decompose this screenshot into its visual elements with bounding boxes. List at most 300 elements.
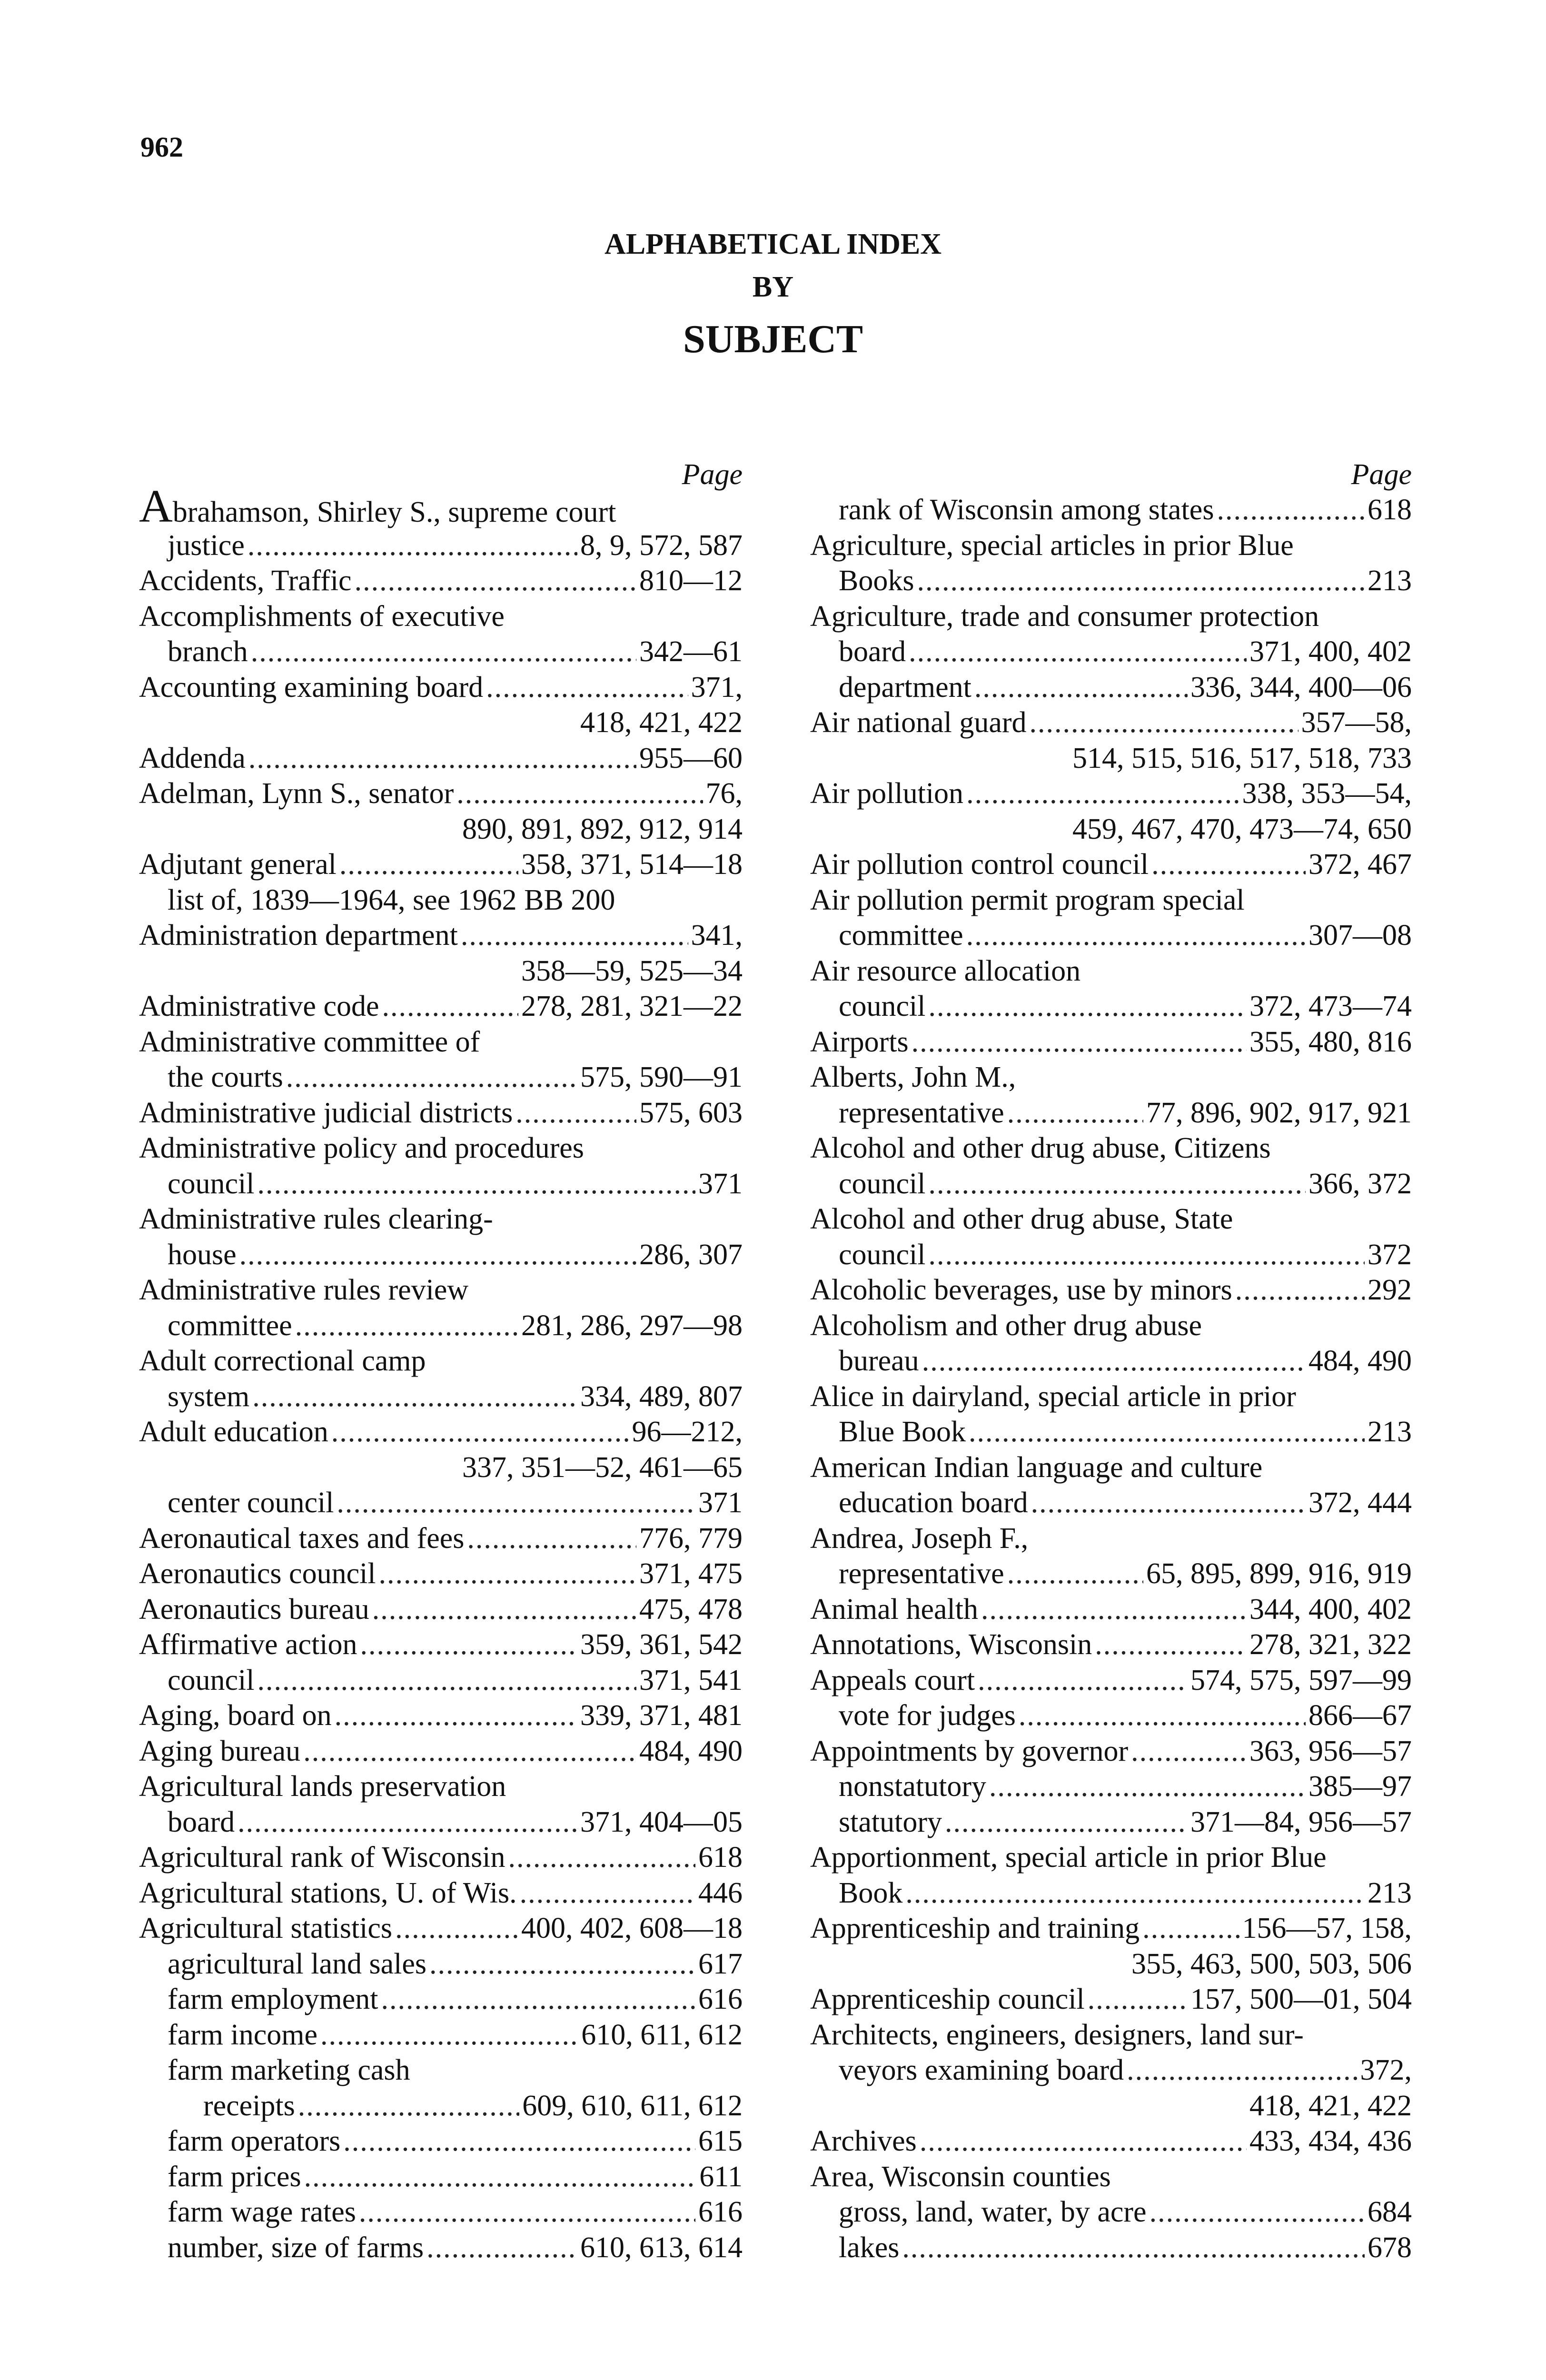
- entry-pages: 484, 490: [639, 1735, 743, 1767]
- entry-text: Administrative code: [139, 990, 379, 1022]
- entry-pages: 372, 444: [1308, 1487, 1412, 1519]
- entry-text: farm employment: [168, 1983, 378, 2015]
- dot-leader: [467, 1521, 636, 1557]
- entry-text: center council: [168, 1487, 334, 1519]
- entry-text: Accounting examining board: [139, 671, 484, 704]
- entry-text: Appointments by governor: [810, 1735, 1129, 1767]
- index-entry-line: [139, 847, 743, 883]
- index-entry-line: [810, 1805, 1412, 1840]
- index-entry-line: [139, 1840, 743, 1875]
- index-entry-line: [810, 847, 1412, 883]
- dot-leader: [382, 989, 518, 1024]
- entry-text: Agricultural rank of Wisconsin: [139, 1841, 505, 1874]
- entry-text: Accomplishments of executive: [139, 600, 505, 633]
- index-entry-line: [810, 1875, 1412, 1911]
- dot-leader: [508, 1840, 695, 1875]
- dot-leader: [337, 1485, 695, 1521]
- dot-leader: [303, 1734, 636, 1769]
- entry-pages: 371: [698, 1167, 743, 1200]
- index-entry-line: [810, 634, 1412, 670]
- entry-pages: 8, 9, 572, 587: [580, 529, 743, 562]
- entry-text: education board: [839, 1487, 1028, 1519]
- index-entry-line: [139, 918, 743, 953]
- entry-text: Architects, engineers, designers, land sur-: [810, 2018, 1304, 2051]
- entry-text: Agricultural lands preservation: [139, 1770, 506, 1803]
- dot-leader: [461, 918, 688, 953]
- entry-text: veyors examining board: [839, 2054, 1124, 2086]
- entry-pages: 611: [699, 2160, 743, 2193]
- entry-pages: 358—59, 525—34: [521, 954, 743, 987]
- index-entry-line: [139, 1875, 743, 1911]
- entry-pages: 810—12: [639, 565, 743, 597]
- entry-pages: 341,: [691, 919, 743, 952]
- entry-pages: 371, 475: [639, 1557, 743, 1590]
- entry-pages: 65, 895, 899, 916, 919: [1146, 1557, 1412, 1590]
- index-entry-line: [139, 705, 743, 741]
- entry-pages: 307—08: [1308, 919, 1412, 952]
- entry-text: Administrative committee of: [139, 1025, 480, 1058]
- index-entry-line: [139, 1485, 743, 1521]
- dot-leader: [1142, 1911, 1239, 1946]
- index-entry-line: [810, 953, 1412, 989]
- entry-text: department: [839, 671, 971, 704]
- dot-leader: [1217, 492, 1365, 528]
- entry-text: Aging bureau: [139, 1735, 301, 1767]
- entry-pages: 338, 353—54,: [1242, 777, 1412, 810]
- dot-leader: [969, 1414, 1365, 1450]
- entry-pages: 372,: [1360, 2054, 1412, 2086]
- dot-leader: [372, 1592, 636, 1627]
- index-entry-line: [810, 2123, 1412, 2159]
- dot-leader: [981, 1592, 1247, 1627]
- index-entry-line: [139, 1982, 743, 2017]
- index-entry-line: [139, 599, 743, 635]
- index-entry-line: [810, 563, 1412, 599]
- index-entry-line: [810, 1095, 1412, 1131]
- index-entry-line: [139, 1060, 743, 1095]
- entry-text: Airports: [810, 1025, 909, 1058]
- entry-text: Alcoholism and other drug abuse: [810, 1309, 1202, 1342]
- left-entry-list: [139, 481, 743, 2265]
- entry-text: Aeronautics bureau: [139, 1593, 369, 1626]
- entry-text: Addenda: [139, 742, 246, 774]
- index-entry-line: [810, 1024, 1412, 1060]
- dot-leader: [395, 1911, 518, 1946]
- index-entry-line: [139, 1308, 743, 1344]
- dot-leader: [909, 634, 1247, 670]
- index-entry-line: [810, 492, 1412, 528]
- index-entry-line: [139, 670, 743, 705]
- index-entry-line: [810, 1592, 1412, 1627]
- dot-leader: [922, 1343, 1306, 1379]
- entry-text: gross, land, water, by acre: [839, 2196, 1147, 2228]
- entry-pages: 371—84, 956—57: [1190, 1805, 1412, 1838]
- page-column-header: Page: [682, 458, 743, 491]
- dot-leader: [989, 1769, 1306, 1805]
- dot-leader: [912, 1024, 1247, 1060]
- entry-pages: 890, 891, 892, 912, 914: [462, 813, 743, 845]
- index-entry-line: [139, 481, 743, 532]
- entry-text: Archives: [810, 2125, 917, 2157]
- index-entry-line: [139, 812, 743, 847]
- entry-pages: 371, 541: [639, 1664, 743, 1696]
- entry-text: Apportionment, special article in prior Blue: [810, 1841, 1327, 1874]
- entry-pages: 292: [1368, 1274, 1412, 1306]
- entry-pages: 574, 575, 597—99: [1190, 1664, 1412, 1696]
- index-entry-line: [810, 1627, 1412, 1663]
- dot-leader: [1095, 1627, 1247, 1663]
- index-entry-line: [139, 953, 743, 989]
- index-entry-line: [139, 1734, 743, 1769]
- index-entry-line: [810, 705, 1412, 741]
- index-entry-line: [810, 1166, 1412, 1202]
- entry-pages: 213: [1368, 565, 1412, 597]
- entry-pages: 616: [698, 2196, 743, 2228]
- index-entry-line: [139, 2017, 743, 2053]
- index-entry-line: [139, 2159, 743, 2195]
- entry-pages: 355, 480, 816: [1249, 1025, 1412, 1058]
- entry-text: Appeals court: [810, 1664, 975, 1696]
- dot-leader: [286, 1060, 577, 1095]
- entry-text: Annotations, Wisconsin: [810, 1628, 1092, 1661]
- entry-pages: 77, 896, 902, 917, 921: [1146, 1096, 1412, 1129]
- index-entry-line: [139, 1024, 743, 1060]
- entry-text: Apprenticeship and training: [810, 1912, 1140, 1944]
- index-entry-line: [810, 776, 1412, 812]
- entry-text: Administrative judicial districts: [139, 1096, 513, 1129]
- index-entry-line: [810, 918, 1412, 953]
- dot-leader: [304, 2159, 697, 2195]
- index-entry-line: [810, 1840, 1412, 1875]
- index-entry-line: [810, 2230, 1412, 2266]
- dot-leader: [258, 1166, 696, 1202]
- dot-leader: [456, 776, 703, 812]
- entry-text: Area, Wisconsin counties: [810, 2160, 1111, 2193]
- page-number: 962: [140, 131, 183, 163]
- entry-pages: 459, 467, 470, 473—74, 650: [1072, 813, 1412, 845]
- entry-text: representative: [839, 1096, 1004, 1129]
- dot-leader: [1007, 1556, 1143, 1592]
- dot-leader: [239, 1237, 636, 1273]
- entry-text: farm operators: [168, 2125, 341, 2157]
- entry-text: Adjutant general: [139, 848, 337, 881]
- dot-leader: [331, 1414, 629, 1450]
- entry-text: council: [168, 1167, 255, 1200]
- entry-pages: 610, 611, 612: [581, 2018, 743, 2051]
- dot-leader: [1151, 847, 1306, 883]
- dot-leader: [248, 741, 636, 776]
- entry-text: farm prices: [168, 2160, 301, 2193]
- index-entry-line: [810, 2017, 1412, 2053]
- dot-leader: [1019, 1698, 1306, 1734]
- entry-text: Administrative policy and procedures: [139, 1132, 584, 1164]
- entry-text: Animal health: [810, 1593, 978, 1626]
- entry-pages: 363, 956—57: [1249, 1735, 1412, 1767]
- index-entry-line: [139, 2123, 743, 2159]
- entry-text: committee: [839, 919, 963, 952]
- index-entry-line: [810, 670, 1412, 705]
- entry-text: lakes: [839, 2231, 900, 2264]
- index-entry-line: [139, 1095, 743, 1131]
- entry-text: council: [839, 1167, 926, 1200]
- entry-text: Air resource allocation: [810, 954, 1081, 987]
- entry-pages: 342—61: [639, 635, 743, 668]
- entry-text: the courts: [168, 1061, 283, 1093]
- drop-letter: A: [139, 481, 173, 532]
- index-entry-line: [139, 1663, 743, 1698]
- entry-pages: 156—57, 158,: [1242, 1912, 1412, 1944]
- entry-text: receipts: [203, 2089, 295, 2122]
- entry-pages: 372, 467: [1308, 848, 1412, 881]
- entry-pages: 610, 613, 614: [580, 2231, 743, 2264]
- entry-pages: 446: [698, 1876, 743, 1909]
- dot-leader: [426, 2230, 577, 2266]
- entry-pages: 76,: [705, 777, 743, 810]
- entry-text: Alcoholic beverages, use by minors: [810, 1274, 1232, 1306]
- index-entry-line: [810, 1769, 1412, 1805]
- dot-leader: [1235, 1272, 1365, 1308]
- entry-pages: 355, 463, 500, 503, 506: [1131, 1947, 1412, 1980]
- dot-leader: [343, 2123, 695, 2159]
- index-entry-line: [139, 1769, 743, 1805]
- index-entry-line: [139, 2194, 743, 2230]
- index-entry-line: [139, 883, 743, 918]
- index-entry-line: [139, 2053, 743, 2088]
- index-entry-line: [139, 1166, 743, 1202]
- page-column-header: Page: [1351, 458, 1412, 491]
- index-entry-line: [139, 528, 743, 564]
- right-index-column: [810, 457, 1412, 2265]
- entry-text: Administrative rules review: [139, 1274, 469, 1306]
- index-entry-line: [139, 1627, 743, 1663]
- dot-leader: [258, 1663, 637, 1698]
- dot-leader: [1131, 1734, 1247, 1769]
- index-entry-line: [810, 1663, 1412, 1698]
- index-entry-line: [139, 2230, 743, 2266]
- entry-text: list of, 1839—1964, see 1962 BB 200: [168, 883, 615, 916]
- index-entry-line: [810, 1698, 1412, 1734]
- dot-leader: [486, 670, 688, 705]
- entry-text: Air pollution: [810, 777, 964, 810]
- index-entry-line: [810, 1237, 1412, 1273]
- dot-leader: [945, 1805, 1188, 1840]
- index-entry-line: [810, 1201, 1412, 1237]
- index-entry-line: [139, 1130, 743, 1166]
- dot-leader: [359, 2194, 695, 2230]
- entry-pages: 213: [1368, 1876, 1412, 1909]
- index-entry-line: [810, 1982, 1412, 2017]
- entry-pages: 575, 590—91: [580, 1061, 743, 1093]
- entry-pages: 433, 434, 436: [1249, 2125, 1412, 2157]
- dot-leader: [335, 1698, 577, 1734]
- dot-leader: [251, 634, 636, 670]
- dot-leader: [298, 2088, 520, 2124]
- index-entry-line: [139, 1343, 743, 1379]
- entry-text: Abrahamson, Shirley S., supreme court: [139, 481, 616, 532]
- entry-text: Agriculture, special articles in prior Blue: [810, 529, 1294, 562]
- dot-leader: [252, 1379, 577, 1415]
- entry-text: house: [168, 1238, 237, 1271]
- dot-leader: [379, 1556, 636, 1592]
- entry-text: Blue Book: [839, 1416, 966, 1448]
- entry-text: American Indian language and culture: [810, 1451, 1263, 1484]
- entry-pages: 475, 478: [639, 1593, 743, 1626]
- entry-pages: 678: [1368, 2231, 1412, 2264]
- dot-leader: [920, 2123, 1247, 2159]
- entry-text: agricultural land sales: [168, 1947, 427, 1980]
- title-line-1: ALPHABETICAL INDEX: [605, 228, 941, 260]
- dot-leader: [1127, 2053, 1357, 2088]
- entry-pages: 286, 307: [639, 1238, 743, 1271]
- index-entry-line: [810, 2194, 1412, 2230]
- index-entry-line: [810, 599, 1412, 635]
- index-entry-line: [139, 1272, 743, 1308]
- entry-text: Accidents, Traffic: [139, 565, 352, 597]
- dot-leader: [1150, 2194, 1365, 2230]
- entry-text: Air pollution permit program special: [810, 883, 1245, 916]
- entry-text: Alcohol and other drug abuse, State: [810, 1203, 1233, 1235]
- entry-text: Air national guard: [810, 706, 1027, 739]
- entry-text: board: [168, 1805, 235, 1838]
- right-entry-list: [810, 492, 1412, 2265]
- entry-pages: 385—97: [1308, 1770, 1412, 1803]
- entry-text: Administrative rules clearing-: [139, 1203, 493, 1235]
- dot-leader: [360, 1627, 577, 1663]
- entry-text: rank of Wisconsin among states: [839, 494, 1214, 526]
- index-entry-line: [139, 741, 743, 776]
- title-subject: SUBJECT: [683, 317, 863, 361]
- index-entry-line: [139, 1911, 743, 1946]
- entry-text: council: [168, 1664, 255, 1696]
- entry-pages: 575, 603: [639, 1096, 743, 1129]
- entry-pages: 514, 515, 516, 517, 518, 733: [1072, 742, 1412, 774]
- index-entry-line: [139, 1414, 743, 1450]
- index-entry-line: [810, 883, 1412, 918]
- index-entry-line: [139, 1556, 743, 1592]
- entry-pages: 372, 473—74: [1249, 990, 1412, 1022]
- entry-text: Andrea, Joseph F.,: [810, 1522, 1029, 1555]
- entry-text: statutory: [839, 1805, 942, 1838]
- index-entry-line: [139, 1698, 743, 1734]
- entry-text: nonstatutory: [839, 1770, 986, 1803]
- dot-leader: [905, 1875, 1365, 1911]
- entry-text: Affirmative action: [139, 1628, 357, 1661]
- entry-pages: 336, 344, 400—06: [1190, 671, 1412, 704]
- index-entry-line: [810, 1272, 1412, 1308]
- entry-text: council: [839, 1238, 926, 1271]
- index-entry-line: [810, 1556, 1412, 1592]
- index-entry-line: [810, 1414, 1412, 1450]
- entry-text: vote for judges: [839, 1699, 1016, 1732]
- entry-pages: 371, 400, 402: [1249, 635, 1412, 668]
- dot-leader: [966, 776, 1239, 812]
- index-entry-line: [810, 528, 1412, 564]
- entry-pages: 157, 500—01, 504: [1190, 1983, 1412, 2015]
- entry-text: farm income: [168, 2018, 318, 2051]
- index-entry-line: [139, 1805, 743, 1840]
- index-entry-line: [139, 634, 743, 670]
- dot-leader: [515, 1095, 636, 1131]
- index-entry-line: [139, 1521, 743, 1557]
- entry-pages: 684: [1368, 2196, 1412, 2228]
- index-entry-line: [810, 1521, 1412, 1557]
- dot-leader: [902, 2230, 1365, 2266]
- entry-pages: 359, 361, 542: [580, 1628, 743, 1661]
- entry-text: Agriculture, trade and consumer protection: [810, 600, 1319, 633]
- index-entry-line: [810, 1379, 1412, 1415]
- index-entry-line: [810, 1343, 1412, 1379]
- entry-pages: 371, 404—05: [580, 1805, 743, 1838]
- entry-text: Agricultural statistics: [139, 1912, 393, 1944]
- entry-text: farm marketing cash: [168, 2054, 410, 2086]
- index-entry-line: [139, 1450, 743, 1486]
- entry-pages: 213: [1368, 1416, 1412, 1448]
- dot-leader: [238, 1805, 577, 1840]
- entry-text: Alcohol and other drug abuse, Citizens: [810, 1132, 1271, 1164]
- entry-pages: 400, 402, 608—18: [521, 1912, 743, 1944]
- entry-pages: 339, 371, 481: [580, 1699, 743, 1732]
- entry-text: board: [839, 635, 906, 668]
- entry-text: committee: [168, 1309, 292, 1342]
- dot-leader: [917, 563, 1365, 599]
- entry-pages: 776, 779: [639, 1522, 743, 1555]
- dot-leader: [929, 989, 1247, 1024]
- entry-pages: 866—67: [1308, 1699, 1412, 1732]
- index-entry-line: [810, 1060, 1412, 1095]
- index-entry-line: [810, 1308, 1412, 1344]
- dot-leader: [1030, 705, 1298, 741]
- dot-leader: [1031, 1485, 1306, 1521]
- entry-text: Book: [839, 1876, 903, 1909]
- entry-text: Aeronautics council: [139, 1557, 376, 1590]
- entry-pages: 96—212,: [632, 1416, 743, 1448]
- entry-pages: 334, 489, 807: [580, 1380, 743, 1413]
- entry-text: justice: [168, 529, 245, 562]
- entry-pages: 337, 351—52, 461—65: [462, 1451, 743, 1484]
- entry-pages: 281, 286, 297—98: [521, 1309, 743, 1342]
- entry-pages: 358, 371, 514—18: [521, 848, 743, 881]
- index-entry-line: [810, 2159, 1412, 2195]
- entry-text: bureau: [839, 1345, 919, 1377]
- index-entry-line: [139, 1592, 743, 1627]
- index-entry-line: [810, 989, 1412, 1024]
- index-entry-line: [810, 741, 1412, 776]
- entry-text: farm wage rates: [168, 2196, 356, 2228]
- entry-text: system: [168, 1380, 250, 1413]
- index-entry-line: [810, 1911, 1412, 1946]
- dot-leader: [978, 1663, 1188, 1698]
- entry-pages: 955—60: [639, 742, 743, 774]
- dot-leader: [974, 670, 1188, 705]
- entry-pages: 616: [698, 1983, 743, 2015]
- index-entry-line: [139, 1201, 743, 1237]
- dot-leader: [929, 1166, 1306, 1202]
- index-entry-line: [810, 1485, 1412, 1521]
- dot-leader: [1007, 1095, 1143, 1131]
- index-entry-line: [139, 1379, 743, 1415]
- entry-pages: 418, 421, 422: [1249, 2089, 1412, 2122]
- title-line-2: BY: [752, 271, 794, 303]
- entry-text: Air pollution control council: [810, 848, 1149, 881]
- dot-leader: [520, 1875, 695, 1911]
- index-entry-line: [810, 2053, 1412, 2088]
- dot-leader: [320, 2017, 578, 2053]
- dot-leader: [295, 1308, 518, 1344]
- entry-text: Adult education: [139, 1416, 328, 1448]
- entry-text: Adult correctional camp: [139, 1345, 426, 1377]
- entry-pages: 618: [698, 1841, 743, 1874]
- entry-pages: 617: [698, 1947, 743, 1980]
